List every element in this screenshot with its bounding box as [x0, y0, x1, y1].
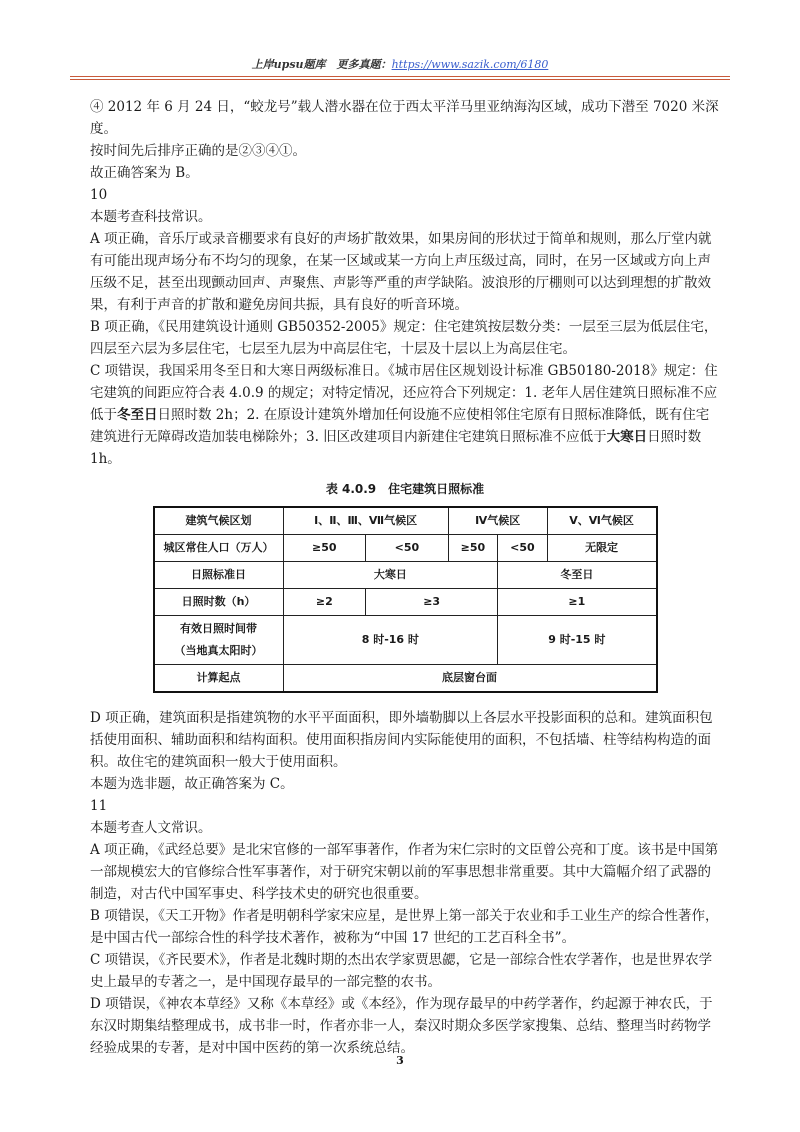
paragraph: A 项正确，《武经总要》是北宋官修的一部军事著作，作者为宋仁宗时的文臣曾公亮和丁度。该书是中国第一部规模宏大的官修综合性军事著作，对于研究宋朝以前的军事思想非常重要。其中大篇幅介绍了武器的制造，对古代中国军事史、科学技术史的研究也很重要。: [90, 842, 719, 902]
paragraph: 按时间先后排序正确的是②③④①。: [90, 143, 306, 159]
header-link[interactable]: https://www.sazik.com/6180: [391, 58, 549, 71]
paragraph: 故正确答案为 B。: [90, 165, 199, 181]
header-rule-secondary: [70, 79, 730, 80]
question-number: 11: [90, 798, 108, 814]
table-cell: 无限定: [547, 535, 656, 562]
table-cell: 有效日照时间带 （当地真太阳时）: [154, 616, 284, 665]
table-cell: Ⅰ、Ⅱ、Ⅲ、Ⅶ气候区: [283, 507, 448, 535]
paragraph: D 项错误，《神农本草经》又称《本草经》或《本经》，作为现存最早的中药学著作，约起源于神农氏，于东汉时期集结整理成书，成书非一时，作者亦非一人，秦汉时期众多医学家搜集、总结、整理当时药物学经验成果的专著，是对中国中医药的第一次系统总结。: [90, 996, 713, 1056]
table-cell: <50: [366, 535, 449, 562]
header-rule: [70, 76, 730, 77]
paragraph: A 项正确，音乐厅或录音棚要求有良好的声场扩散效果，如果房间的形状过于简单和规则，那么厅堂内就有可能出现声场分布不均匀的现象，在某一区域或某一方向上声压级过高，同时，在另一区域或方向上声压级不足，甚至出现颤动回声、声聚焦、声影等严重的声学缺陷。波浪形的厅棚则可以达到理想的扩散效果，有利于声音的扩散和避免房间共振，具有良好的听音环境。: [90, 231, 712, 313]
table-cell: 日照标准日: [154, 562, 284, 589]
table-cell: <50: [498, 535, 547, 562]
header-label: 上岸upsu题库 更多真题：: [251, 58, 392, 71]
table-cell: Ⅳ气候区: [448, 507, 547, 535]
table-caption: 表 4.0.9 住宅建筑日照标准: [325, 482, 485, 496]
paragraph: 本题为选非题，故正确答案为 C。: [90, 776, 294, 792]
table-row: [154, 616, 657, 665]
paragraph: B 项正确，《民用建筑设计通则 GB50352-2005》规定：住宅建筑按层数分类：一层至三层为低层住宅，四层至六层为多层住宅，七层至九层为中高层住宅，十层及十层以上为高层住宅。: [90, 319, 718, 357]
table-cell: ≥1: [498, 589, 657, 616]
table-cell: ≥2: [283, 589, 366, 616]
table-row: [154, 562, 657, 589]
document-body: [90, 96, 720, 1059]
table-cell: 底层窗台面: [283, 665, 657, 693]
paragraph: 本题考查科技常识。: [90, 209, 212, 225]
table-cell: 大寒日: [283, 562, 498, 589]
paragraph-c: C 项错误，我国采用冬至日和大寒日两级标准日。《城市居住区规划设计标准 GB50180-2018》规定：住宅建筑的间距应符合表 4.0.9 的规定；对特定情况，还应符合下列规定：1. 老年人居住建筑日照标准不应低于冬至日日照时数 2h；2. 在原设计建筑外增加任何设施不应使相邻住宅原有日照标准降低，既有住宅建筑进行无障碍改造加装电梯除外；3. 旧区改建项目内新建住宅建筑日照标准不应低于大寒日日照时数 1h。: [90, 363, 718, 467]
table-row: [154, 665, 657, 693]
table-cell: 建筑气候区划: [154, 507, 284, 535]
table-cell: Ⅴ、Ⅵ气候区: [547, 507, 656, 535]
paragraph: C 项错误，《齐民要术》，作者是北魏时期的杰出农学家贾思勰，它是一部综合性农学著作，也是世界农学史上最早的专著之一，是中国现存最早的一部完整的农书。: [90, 952, 713, 990]
question-number: 10: [90, 187, 108, 203]
table-cell: ≥3: [366, 589, 498, 616]
paragraph: 本题考查人文常识。: [90, 820, 212, 836]
table-cell: 8 时-16 时: [283, 616, 498, 665]
sunlight-standard-table: [153, 506, 658, 693]
table-row: [154, 507, 657, 535]
table-row: [154, 589, 657, 616]
table-cell: 城区常住人口（万人）: [154, 535, 284, 562]
paragraph: B 项错误，《天工开物》作者是明朝科学家宋应星，是世界上第一部关于农业和手工业生产的综合性著作，是中国古代一部综合性的科学技术著作，被称为“中国 17 世纪的工艺百科全书”。: [90, 908, 719, 946]
table-row: [154, 535, 657, 562]
paragraph: ④ 2012 年 6 月 24 日，“蛟龙号”载人潜水器在位于西太平洋马里亚纳海沟区域，成功下潜至 7020 米深度。: [90, 99, 719, 137]
table-cell: ≥50: [448, 535, 497, 562]
table-cell: 日照时数（h）: [154, 589, 284, 616]
page-header: [0, 56, 800, 72]
table-cell: 计算起点: [154, 665, 284, 693]
paragraph: D 项正确，建筑面积是指建筑物的水平平面面积，即外墙勒脚以上各层水平投影面积的总和。建筑面积包括使用面积、辅助面积和结构面积。使用面积指房间内实际能使用的面积，不包括墙、柱等结构构造的面积。故住宅的建筑面积一般大于使用面积。: [90, 710, 713, 770]
table-cell: 冬至日: [498, 562, 657, 589]
table-cell: ≥50: [283, 535, 366, 562]
page-number: 3: [396, 1054, 404, 1067]
table-cell: 9 时-15 时: [498, 616, 657, 665]
